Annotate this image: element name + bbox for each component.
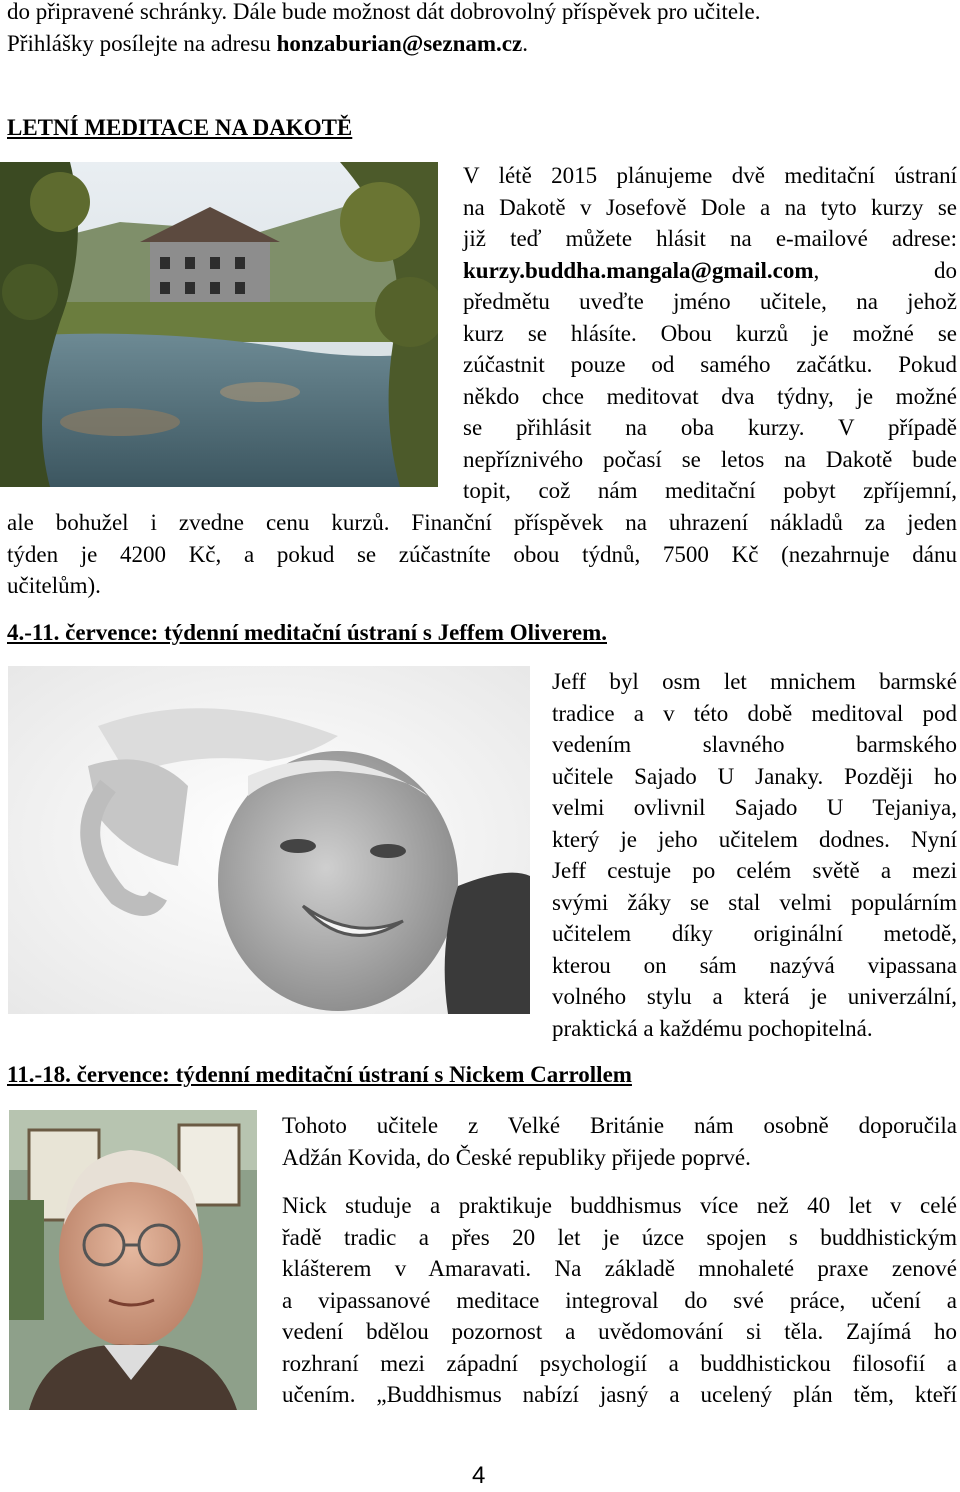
text-line: vedení bdělou pozornost a uvědomování si těla. Zajímá ho (282, 1319, 957, 1344)
price-paragraph (7, 507, 957, 602)
text-line: se přihlásit na oba kurzy. V případě (463, 415, 957, 440)
text-line: někdo chce meditovat dva týdny, je možné (463, 383, 957, 409)
course2-paragraph-2 (282, 1190, 957, 1411)
text-line: ale bohužel i zvedne cenu kurzů. Finanční příspěvek na uhrazení nákladů za jeden (7, 510, 957, 535)
course2-heading: 11.-18. července: týdenní meditační ústraní s Nickem Carrollem (7, 1062, 632, 1087)
text-line: rozhraní mezi západní psychologií a buddhistickou filosofií a (282, 1350, 957, 1376)
text-line: učitelem díky originální metodě, (552, 921, 957, 946)
text-line: vedením slavného barmského (552, 732, 957, 757)
text-line: již teď můžete hlásit na e-mailové adrese: (463, 226, 957, 251)
nick-carroll-photo (9, 1110, 257, 1410)
course1-paragraph (552, 666, 957, 1044)
course-email-link[interactable]: kurzy.buddha.mangala@gmail.com (463, 257, 814, 283)
intro-line-1: do připravené schránky. Dále bude možnost dát dobrovolný příspěvek pro učitele. (7, 0, 761, 24)
text-line: svými žáky se stal velmi populárním (552, 889, 957, 915)
text-line: V létě 2015 plánujeme dvě meditační ústraní (463, 163, 957, 188)
text-line: předmětu uveďte jméno učitele, na jehož (463, 289, 957, 314)
text-line: klášterem v Amaravati. Na základě mnohaleté praxe zenové (282, 1256, 957, 1281)
text-line: učením. „Buddhismus nabízí jasný a ucelený plán těm, kteří (282, 1382, 957, 1407)
text-line: na Dakotě v Josefově Dole a na tyto kurzy se (463, 194, 957, 220)
text-line: Jeff cestuje po celém světě a mezi (552, 858, 957, 883)
text-line: nepříznivého počasí se letos na Dakotě bude (463, 446, 957, 472)
text-line: týden je 4200 Kč, a pokud se zúčastníte obou týdnů, 7500 Kč (nezahrnuje dánu (7, 541, 957, 567)
intro-line-2: Přihlášky posílejte na adresu honzaburian@seznam.cz. (7, 31, 528, 56)
email-line: kurzy.buddha.mangala@gmail.com, do (463, 257, 957, 283)
text-line: tradice a v této době meditoval pod (552, 700, 957, 726)
text-line: volného stylu a která je univerzální, (552, 984, 957, 1009)
text-line: řadě tradic a přes 20 let je úzce spojen s buddhistickým (282, 1224, 957, 1250)
text-line: učitelům). (7, 573, 101, 598)
text-line: který je jeho učitelem dodnes. Nyní (552, 826, 957, 852)
text-line: kterou on sám nazývá vipassana (552, 952, 957, 978)
section-title: LETNÍ MEDITACE NA DAKOTĚ (7, 115, 353, 140)
jeff-oliver-photo (8, 666, 530, 1014)
text-line: praktická a každému pochopitelná. (552, 1015, 873, 1041)
intro-paragraph-block (463, 160, 957, 507)
river-house-photo (0, 162, 438, 487)
text-line: Jeff byl osm let mnichem barmské (552, 669, 957, 694)
text-line: Tohoto učitele z Velké Británie nám osobně doporučila (282, 1113, 957, 1138)
course1-heading: 4.-11. července: týdenní meditační ústraní s Jeffem Oliverem. (7, 620, 607, 645)
text-line: topit, což nám meditační pobyt zpříjemní, (463, 478, 957, 503)
text-line: a vipassanové meditace integroval do své práce, učení a (282, 1287, 957, 1313)
contact-email-link[interactable]: honzaburian@seznam.cz (276, 31, 523, 56)
text-line: velmi ovlivnil Sajado U Tejaniya, (552, 795, 957, 820)
text-line: Adžán Kovida, do České republiky přijede poprvé. (282, 1144, 751, 1170)
text-line: Nick studuje a praktikuje buddhismus více než 40 let v celé (282, 1193, 957, 1218)
page-number: 4 (472, 1462, 486, 1489)
text-line: učitele Sajado U Janaky. Později ho (552, 763, 957, 789)
text-line: kurz se hlásíte. Obou kurzů je možné se (463, 320, 957, 346)
text-line: zúčastnit pouze od samého začátku. Pokud (463, 352, 957, 377)
course2-paragraph-1 (282, 1110, 957, 1173)
